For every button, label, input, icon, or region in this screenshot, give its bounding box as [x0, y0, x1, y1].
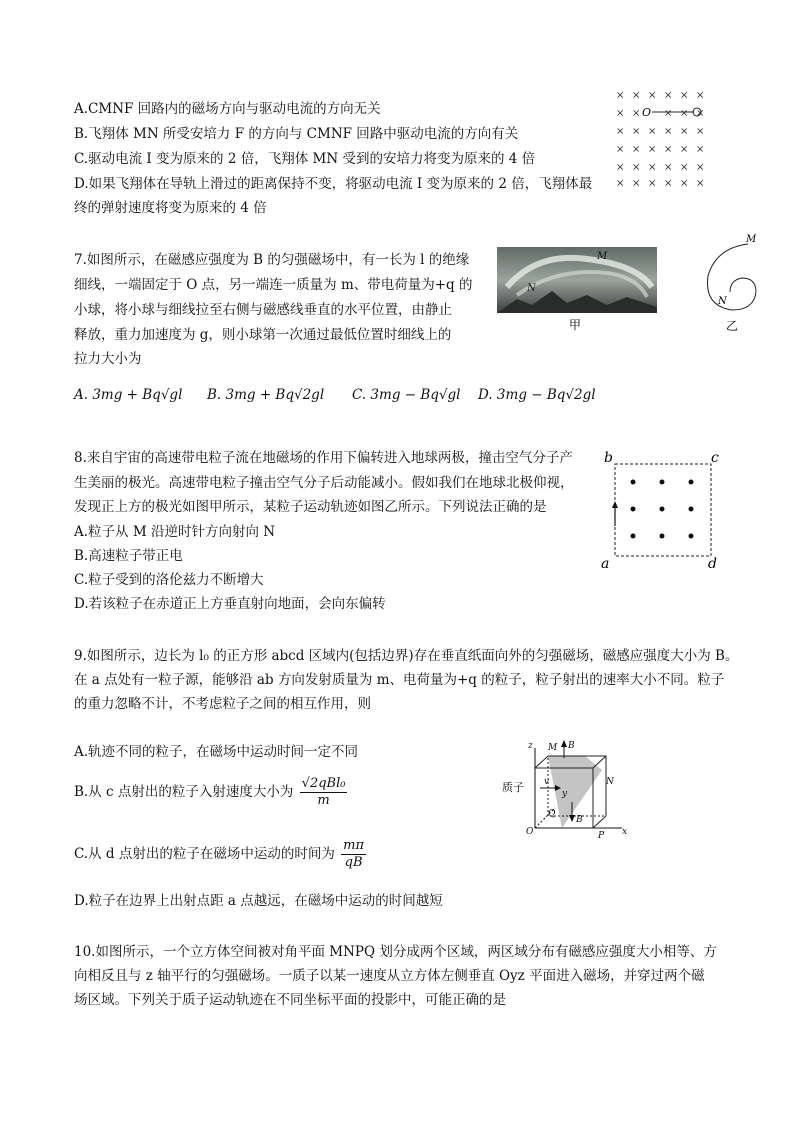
- fig-label-n: N: [718, 296, 727, 307]
- fraction-denominator: m: [317, 793, 330, 808]
- photo-label-m: M: [597, 251, 608, 262]
- fig-label-o: O: [642, 106, 652, 119]
- q9-option-b: [74, 776, 347, 816]
- svg-text:×: ×: [616, 126, 625, 137]
- corner-label-c: c: [711, 450, 719, 466]
- corner-label-a: a: [601, 556, 610, 572]
- q7-option-d: D. 3mg − Bq√2gl: [478, 387, 596, 403]
- svg-text:×: ×: [664, 162, 673, 173]
- q6-option-b: B.飞翔体 MN 所受安培力 F 的方向与 CMNF 回路中驱动电流的方向有关: [74, 126, 519, 142]
- arrow-head-icon: [612, 501, 618, 508]
- svg-text:×: ×: [616, 162, 625, 173]
- fraction-numerator: √2qBl₀: [301, 776, 346, 791]
- q8-stem-line3: 发现正上方的极光如图甲所示，某粒子运动轨迹如图乙所示。下列说法正确的是: [74, 499, 547, 515]
- q9-option-c: [74, 838, 366, 878]
- svg-text:×: ×: [696, 144, 705, 155]
- label-n: N: [606, 777, 614, 787]
- svg-text:×: ×: [616, 90, 625, 101]
- svg-text:×: ×: [632, 162, 641, 173]
- corner-label-b: b: [604, 450, 613, 466]
- q6-option-d-line1: D.如果飞翔体在导轨上滑过的距离保持不变，将驱动电流 I 变为原来的 2 倍，飞翔体最: [74, 176, 593, 192]
- svg-text:×: ×: [664, 144, 673, 155]
- label-q: Q: [548, 809, 556, 819]
- trajectory-diagram: [696, 230, 776, 336]
- svg-text:×: ×: [664, 90, 673, 101]
- svg-text:×: ×: [696, 178, 705, 189]
- q7-stem-line3: 小球，将小球与细线拉至右侧与磁感线垂直的水平位置，由静止: [74, 302, 452, 318]
- q7-option-b: B. 3mg + Bq√2gl: [207, 387, 325, 403]
- dot-grid: [631, 480, 694, 539]
- q9-stem-line1: 9.如图所示，边长为 l₀ 的正方形 abcd 区域内(包括边界)存在垂直纸面向外的匀强磁场，磁感应强度大小为 B。: [74, 648, 739, 664]
- q9-stem-line3: 的重力忽略不计，不考虑粒子之间的相互作用，则: [74, 696, 371, 712]
- fig-label-m: M: [746, 234, 757, 245]
- label-b-top: B: [568, 741, 575, 751]
- q9-option-b-fraction: [300, 776, 348, 809]
- photo-label-n: N: [527, 283, 536, 294]
- q6-option-c: C.驱动电流 I 变为原来的 2 倍，飞翔体 MN 受到的安培力将变为原来的 4 倍: [74, 151, 536, 167]
- q8-stem-line1: 8.来自宇宙的高速带电粒子流在地磁场的作用下偏转进入地球两极，撞击空气分子产: [74, 450, 573, 466]
- q7-stem-line5: 拉力大小为: [74, 351, 142, 367]
- svg-text:×: ×: [680, 108, 689, 119]
- q7-stem-line2: 细线，一端固定于 O 点，另一端连一质量为 m、带电荷量为+q 的: [74, 277, 473, 293]
- q9-option-a: A.轨迹不同的粒子，在磁场中运动时间一定不同: [74, 744, 359, 760]
- svg-text:×: ×: [616, 108, 625, 119]
- label-x: x: [622, 827, 628, 837]
- fig-caption-yi: 乙: [726, 319, 739, 333]
- label-o: O: [526, 827, 534, 837]
- q7-stem-line4: 释放，重力加速度为 g，则小球第一次通过最低位置时细线上的: [74, 327, 452, 343]
- fraction-denominator: qB: [344, 855, 363, 870]
- q9-option-d: D.粒子在边界上出射点距 a 点越远，在磁场中运动的时间越短: [74, 893, 443, 909]
- svg-text:×: ×: [648, 90, 657, 101]
- cube-diagram: [500, 736, 640, 840]
- square-field-diagram: [598, 446, 728, 572]
- svg-text:×: ×: [664, 126, 673, 137]
- svg-text:×: ×: [696, 162, 705, 173]
- svg-text:×: ×: [632, 90, 641, 101]
- q10-stem-line1: 10.如图所示，一个立方体空间被对角平面 MNPQ 划分成两个区域，两区域分布有磁感应强度大小相等、方: [74, 944, 717, 960]
- spiral-path: [708, 244, 757, 310]
- aurora-photo: [497, 247, 657, 333]
- q8-option-b: B.高速粒子带正电: [74, 548, 183, 564]
- label-b-bottom: B: [576, 815, 583, 825]
- q8-option-a: A.粒子从 M 沿逆时针方向射向 N: [74, 524, 276, 540]
- label-m: M: [548, 743, 558, 753]
- q6-option-d-line2: 终的弹射速度将变为原来的 4 倍: [74, 200, 267, 216]
- svg-text:×: ×: [664, 108, 673, 119]
- svg-text:×: ×: [696, 90, 705, 101]
- q10-stem-line3: 场区域。下列关于质子运动轨迹在不同坐标平面的投影中，可能正确的是: [74, 992, 506, 1008]
- q10-stem-line2: 向相反且与 z 轴平行的匀强磁场。一质子以某一速度从立方体左侧垂直 Oyz 平面进入磁场，并穿过两个磁: [74, 968, 705, 984]
- label-z: z: [528, 741, 533, 751]
- label-proton: 质子: [502, 781, 524, 794]
- q8-option-c: C.粒子受到的洛伦兹力不断增大: [74, 572, 264, 588]
- svg-text:×: ×: [632, 178, 641, 189]
- label-v: v: [544, 777, 550, 787]
- svg-text:×: ×: [632, 108, 641, 119]
- svg-text:×: ×: [616, 178, 625, 189]
- svg-text:×: ×: [648, 144, 657, 155]
- svg-text:×: ×: [632, 144, 641, 155]
- svg-text:×: ×: [696, 126, 705, 137]
- svg-text:×: ×: [648, 126, 657, 137]
- svg-text:×: ×: [632, 126, 641, 137]
- fraction-numerator: mπ: [343, 838, 365, 853]
- cross-grid: [616, 90, 704, 189]
- q8-option-d: D.若该粒子在赤道正上方垂直射向地面，会向东偏转: [74, 596, 386, 612]
- q7-stem-line1: 7.如图所示，在磁感应强度为 B 的匀强磁场中，有一长为 l 的绝缘: [74, 252, 470, 268]
- svg-text:×: ×: [696, 108, 705, 119]
- svg-text:×: ×: [680, 90, 689, 101]
- svg-text:×: ×: [648, 178, 657, 189]
- label-y: y: [562, 789, 568, 799]
- q7-field-diagram: [612, 84, 722, 190]
- q9-option-c-fraction: [341, 838, 366, 871]
- q6-option-a: A.CMNF 回路内的磁场方向与驱动电流的方向无关: [74, 101, 381, 117]
- svg-text:×: ×: [664, 178, 673, 189]
- q9-option-c-text: C.从 d 点射出的粒子在磁场中运动的时间为: [74, 846, 335, 862]
- svg-text:×: ×: [680, 162, 689, 173]
- corner-label-d: d: [708, 556, 717, 572]
- svg-text:×: ×: [680, 126, 689, 137]
- q9-stem-line2: 在 a 点处有一粒子源，能够沿 ab 方向发射质量为 m、电荷量为+q 的粒子，粒子射出的速率大小不同。粒子: [74, 672, 725, 688]
- svg-text:×: ×: [680, 144, 689, 155]
- photo-caption: 甲: [569, 318, 582, 332]
- q7-option-c: C. 3mg − Bq√gl: [352, 387, 461, 403]
- q7-option-a: A. 3mg + Bq√gl: [74, 387, 183, 403]
- q8-stem-line2: 生美丽的极光。高速带电粒子撞击空气分子后动能减小。假如我们在地球北极仰视，: [74, 475, 574, 491]
- svg-text:×: ×: [680, 178, 689, 189]
- q9-option-b-text: B.从 c 点射出的粒子入射速度大小为: [74, 784, 294, 800]
- svg-text:×: ×: [648, 162, 657, 173]
- svg-text:×: ×: [616, 144, 625, 155]
- label-p: P: [598, 831, 605, 840]
